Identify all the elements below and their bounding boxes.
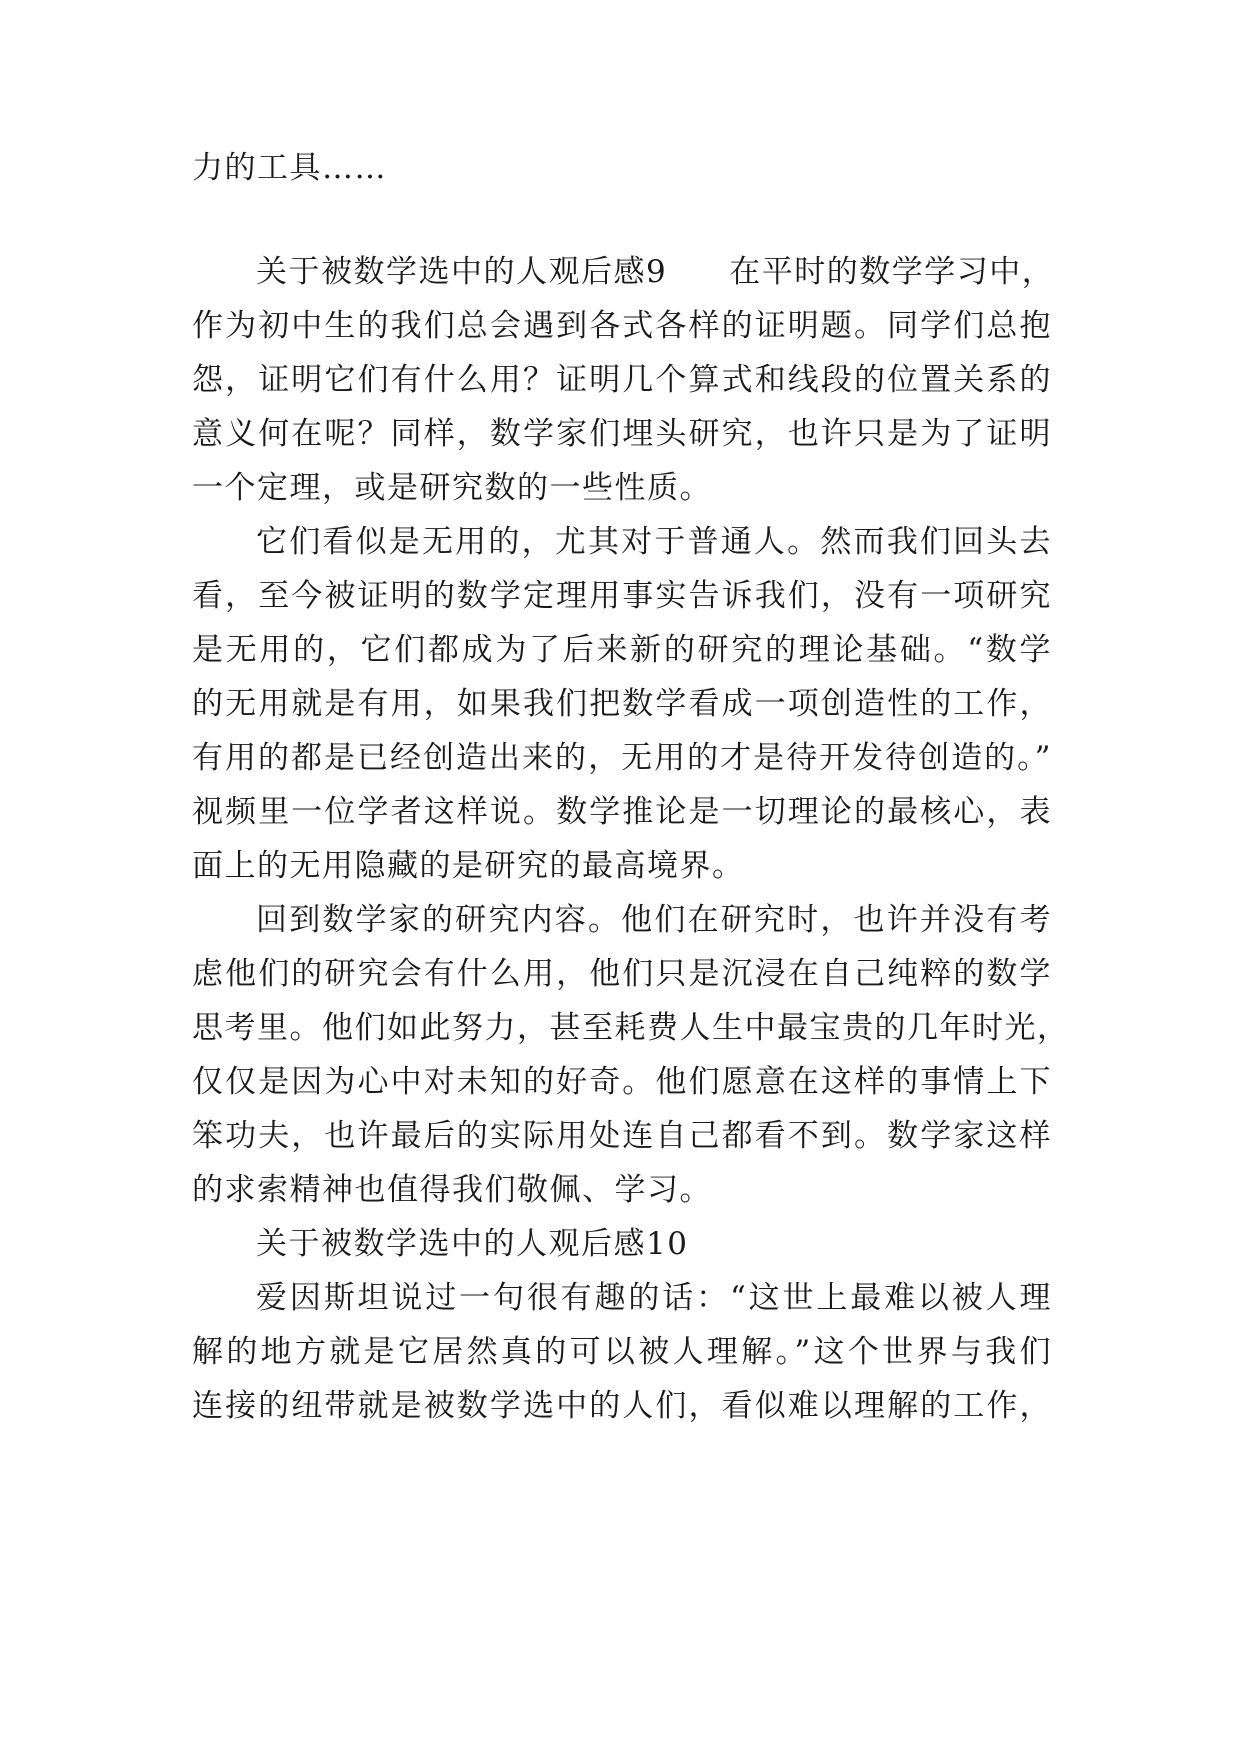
text-line: 连接的纽带就是被数学选中的人们，看似难以理解的工作， [192,1388,1052,1424]
text-line: 解的地方就是它居然真的可以被人理解。”这个世界与我们 [192,1334,1052,1370]
text-line: 思考里。他们如此努力，甚至耗费人生中最宝贵的几年时光， [192,1010,1070,1046]
text-line: 怨，证明它们有什么用？证明几个算式和线段的位置关系的 [192,362,1052,398]
text-line: 回到数学家的研究内容。他们在研究时，也许并没有考 [256,902,1052,938]
text-line: 视频里一位学者这样说。数学推论是一切理论的最核心，表 [192,794,1052,830]
text-line: 它们看似是无用的，尤其对于普通人。然而我们回头去 [256,524,1052,560]
text-line: 意义何在呢？同样，数学家们埋头研究，也许只是为了证明 [192,416,1052,452]
text-line: 笨功夫，也许最后的实际用处连自己都看不到。数学家这样 [192,1118,1052,1154]
text-line: 作为初中生的我们总会遇到各式各样的证明题。同学们总抱 [192,308,1052,344]
text-line: 看，至今被证明的数学定理用事实告诉我们，没有一项研究 [192,578,1052,614]
text-line: 仅仅是因为心中对未知的好奇。他们愿意在这样的事情上下 [192,1064,1052,1100]
text-line: 在平时的数学学习中， [729,254,1055,290]
text-line: 力的工具…… [192,150,387,186]
text-line: 的无用就是有用，如果我们把数学看成一项创造性的工作， [192,686,1052,722]
text-line: 有用的都是已经创造出来的，无用的才是待开发待创造的。” [192,740,1052,776]
section-heading: 关于被数学选中的人观后感10 [256,1226,689,1262]
text-line: 爱因斯坦说过一句很有趣的话：“这世上最难以被人理 [256,1280,1052,1316]
section-heading: 关于被数学选中的人观后感9 [256,254,668,290]
text-line: 的求索精神也值得我们敬佩、学习。 [192,1172,712,1208]
text-line: 是无用的，它们都成为了后来新的研究的理论基础。“数学 [192,632,1052,668]
text-line: 一个定理，或是研究数的一些性质。 [192,470,712,506]
section-heading-line [256,252,1055,292]
text-line: 面上的无用隐藏的是研究的最高境界。 [192,848,745,884]
text-line: 虑他们的研究会有什么用，他们只是沉浸在自己纯粹的数学 [192,956,1052,992]
